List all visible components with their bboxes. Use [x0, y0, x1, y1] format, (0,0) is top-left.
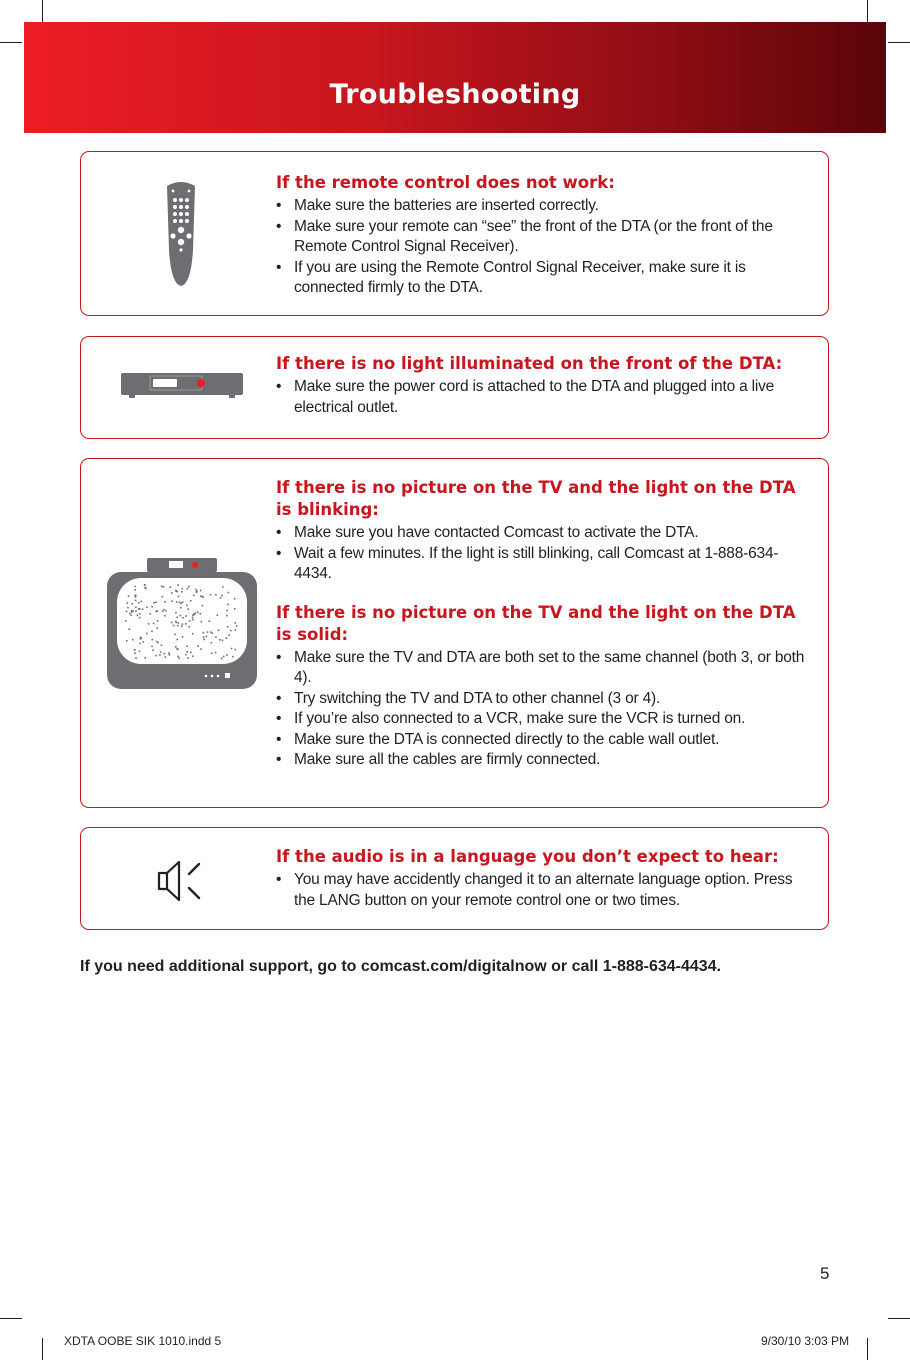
- static-dot: [200, 648, 202, 650]
- list-item: [276, 377, 808, 418]
- static-dot: [203, 639, 205, 641]
- list-item: [276, 750, 808, 771]
- static-dot: [171, 601, 173, 603]
- static-dot: [140, 637, 142, 639]
- section-remote: [80, 151, 829, 316]
- crop-mark: [888, 42, 910, 43]
- static-dot: [161, 645, 163, 647]
- static-dot: [160, 651, 162, 653]
- static-dot: [159, 654, 161, 656]
- bullet-list: [276, 196, 808, 299]
- bullet: •: [276, 258, 282, 276]
- tv-static-icon: [107, 558, 257, 695]
- static-dot: [162, 611, 164, 613]
- list-item-text: Wait a few minutes. If the light is still blinking, call Comcast at 1-888-634-4434.: [294, 544, 779, 582]
- section-heading: If there is no picture on the TV and the light on the DTA is blinking:: [276, 478, 796, 519]
- static-dot: [141, 601, 143, 603]
- static-dot: [221, 595, 223, 597]
- static-dot: [201, 621, 203, 623]
- static-dot: [132, 610, 134, 612]
- static-dot: [221, 658, 223, 660]
- static-dot: [144, 584, 146, 586]
- list-item-text: If you’re also connected to a VCR, make sure the VCR is turned on.: [294, 710, 746, 727]
- remote-control-icon: [161, 180, 201, 293]
- page-title: Troubleshooting: [329, 79, 581, 110]
- static-dot: [171, 622, 173, 624]
- crop-mark: [0, 42, 22, 43]
- static-dot: [182, 623, 184, 625]
- list-item-text: You may have accidently changed it to an alternate language option. Press the LANG button on your remote control one or two times.: [294, 871, 793, 909]
- crop-mark: [867, 1338, 868, 1360]
- bullet: •: [276, 751, 282, 768]
- section-no-light: [80, 336, 829, 439]
- static-dot: [144, 657, 146, 659]
- list-item-text: Make sure the power cord is attached to the DTA and plugged into a live electrical outlet.: [294, 378, 775, 416]
- static-dot: [226, 637, 228, 639]
- static-dot: [165, 656, 167, 658]
- static-dot: [151, 646, 153, 648]
- list-item-text: Make sure your remote can “see” the front of the DTA (or the front of the Remote Control Signal Receiver).: [294, 217, 773, 255]
- static-dot: [223, 656, 225, 658]
- static-dot: [170, 586, 172, 588]
- static-dot: [164, 601, 166, 603]
- static-dot: [157, 642, 159, 644]
- bullet: •: [276, 689, 282, 707]
- static-dot: [143, 641, 145, 643]
- section-content: [276, 846, 808, 911]
- bullet: •: [276, 544, 282, 562]
- static-dot: [197, 645, 199, 647]
- static-dot: [177, 639, 179, 641]
- list-item-text: Make sure all the cables are firmly connected.: [294, 751, 601, 768]
- static-dot: [135, 600, 137, 602]
- static-dot: [139, 651, 141, 653]
- bullet: •: [276, 378, 282, 395]
- static-dot: [164, 615, 166, 617]
- support-text: If you need additional support, go to comcast.com/digitalnow or call 1-888-634-4434.: [80, 958, 722, 975]
- static-dot: [168, 652, 170, 654]
- static-dot: [134, 589, 136, 591]
- static-dot: [134, 586, 136, 588]
- bullet: •: [276, 730, 282, 748]
- static-dot: [187, 608, 189, 610]
- list-item: [276, 523, 808, 544]
- static-dot: [139, 613, 141, 615]
- static-dot: [162, 596, 164, 598]
- static-dot: [207, 631, 209, 633]
- static-dot: [230, 630, 232, 632]
- static-dot: [187, 588, 189, 590]
- static-dot: [157, 627, 159, 629]
- list-item: [276, 870, 808, 911]
- static-dot: [209, 620, 211, 622]
- list-item: [276, 217, 808, 258]
- section-heading: If there is no light illuminated on the front of the DTA:: [276, 354, 783, 373]
- crop-mark: [888, 1318, 910, 1319]
- static-dot: [176, 601, 178, 603]
- static-dot: [190, 600, 192, 602]
- static-dot: [161, 586, 163, 588]
- static-dot: [176, 648, 178, 650]
- static-dot: [185, 615, 187, 617]
- crop-mark: [0, 1318, 22, 1319]
- static-dot: [196, 591, 198, 593]
- static-dot: [192, 619, 194, 621]
- list-item: [276, 258, 808, 299]
- static-dot: [127, 607, 129, 609]
- static-dot: [234, 622, 236, 624]
- static-dot: [185, 623, 187, 625]
- static-dot: [132, 639, 134, 641]
- slug-date: 9/30/10 3:03 PM: [761, 1334, 850, 1348]
- bullet-list: [276, 648, 808, 771]
- static-dot: [186, 646, 188, 648]
- section-content: [276, 353, 808, 418]
- static-dot: [210, 594, 212, 596]
- static-dot: [203, 636, 205, 638]
- list-item-text: If you are using the Remote Control Signal Receiver, make sure it is connected firmly to the DTA.: [294, 258, 746, 296]
- static-dot: [215, 652, 217, 654]
- bullet: •: [276, 648, 282, 666]
- static-dot: [193, 595, 195, 597]
- static-dot: [187, 651, 189, 653]
- static-dot: [226, 654, 228, 656]
- static-dot: [138, 602, 140, 604]
- static-dot: [134, 595, 136, 597]
- static-dot: [153, 602, 155, 604]
- static-dot: [128, 628, 130, 630]
- bullet: •: [276, 710, 282, 727]
- static-dot: [152, 639, 154, 641]
- static-dot: [151, 606, 153, 608]
- static-dot: [137, 615, 139, 617]
- bullet: •: [276, 524, 282, 541]
- static-dot: [218, 630, 220, 632]
- static-dot: [234, 598, 236, 600]
- static-dot: [180, 607, 182, 609]
- section-heading: If there is no picture on the TV and the light on the DTA is solid:: [276, 602, 796, 644]
- static-dot: [203, 632, 205, 634]
- static-dot: [155, 655, 157, 657]
- static-dot: [178, 622, 180, 624]
- list-item-text: Try switching the TV and DTA to other channel (3 or 4).: [294, 689, 661, 707]
- static-dot: [164, 653, 166, 655]
- crop-mark: [867, 0, 868, 22]
- static-dot: [130, 615, 132, 617]
- static-dot: [135, 607, 137, 609]
- static-dot: [192, 633, 194, 635]
- static-dot: [152, 649, 154, 651]
- crop-mark: [42, 0, 43, 22]
- static-dot: [135, 596, 137, 598]
- static-dot: [128, 595, 130, 597]
- section-heading: If the remote control does not work:: [276, 173, 615, 192]
- bullet: •: [276, 871, 282, 888]
- static-dot: [192, 655, 194, 657]
- static-dot: [155, 602, 157, 604]
- static-dot: [227, 626, 229, 628]
- static-dot: [181, 588, 183, 590]
- static-dot: [127, 602, 129, 604]
- static-dot: [126, 611, 128, 613]
- static-dot: [146, 607, 148, 609]
- static-dot: [226, 615, 228, 617]
- slug-filename: XDTA OOBE SIK 1010.indd 5: [64, 1334, 222, 1348]
- static-dot: [190, 652, 192, 654]
- static-dot: [142, 608, 144, 610]
- static-dot: [232, 656, 234, 658]
- static-dot: [150, 613, 152, 615]
- static-dot: [220, 597, 222, 599]
- static-dot: [217, 615, 219, 617]
- static-dot: [151, 631, 153, 633]
- static-dot: [195, 612, 197, 614]
- static-dot: [131, 610, 133, 612]
- section-audio-language: [80, 827, 829, 930]
- static-dot: [235, 629, 237, 631]
- dta-box-icon: [121, 371, 243, 406]
- static-dot: [163, 609, 165, 611]
- static-dot: [231, 648, 233, 650]
- static-dot: [200, 590, 202, 592]
- static-dot: [188, 626, 190, 628]
- static-dot: [211, 652, 213, 654]
- static-dot: [199, 613, 201, 615]
- static-dot: [235, 649, 237, 651]
- static-dot: [188, 586, 190, 588]
- static-dot: [180, 615, 182, 617]
- static-dot: [139, 643, 141, 645]
- list-item: [276, 730, 808, 751]
- static-dot: [157, 610, 159, 612]
- bullet-list: [276, 523, 808, 585]
- static-dot: [202, 597, 204, 599]
- static-dot: [153, 623, 155, 625]
- static-dot: [228, 592, 230, 594]
- list-item: [276, 689, 808, 710]
- list-item-text: Make sure the batteries are inserted correctly.: [294, 197, 599, 214]
- static-dot: [211, 642, 213, 644]
- static-dot: [126, 640, 128, 642]
- static-dot: [226, 610, 228, 612]
- bullet: •: [276, 197, 282, 214]
- static-dot: [178, 657, 180, 659]
- static-dot: [157, 620, 159, 622]
- static-dot: [175, 646, 177, 648]
- static-dot: [129, 613, 131, 615]
- static-dot: [156, 641, 158, 643]
- static-dot: [182, 601, 184, 603]
- static-dot: [227, 604, 229, 606]
- static-dot: [135, 657, 137, 659]
- static-dot: [234, 608, 236, 610]
- static-dot: [222, 640, 224, 642]
- static-dot: [222, 586, 224, 588]
- static-dot: [236, 625, 238, 627]
- static-dot: [177, 625, 179, 627]
- static-dot: [173, 625, 175, 627]
- static-dot: [187, 657, 189, 659]
- static-dot: [215, 636, 217, 638]
- static-dot: [219, 639, 221, 641]
- list-item: [276, 196, 808, 217]
- static-dot: [134, 653, 136, 655]
- static-dot: [146, 633, 148, 635]
- static-dot: [197, 611, 199, 613]
- static-dot: [169, 654, 171, 656]
- static-dot: [135, 610, 137, 612]
- static-dot: [210, 631, 212, 633]
- static-dot: [195, 589, 197, 591]
- static-dot: [206, 636, 208, 638]
- static-dot: [134, 649, 136, 651]
- static-dot: [228, 634, 230, 636]
- static-dot: [182, 617, 184, 619]
- static-dot: [176, 617, 178, 619]
- static-dot: [177, 656, 179, 658]
- bullet-list: [276, 870, 808, 911]
- section-content: [276, 477, 808, 771]
- static-dot: [171, 592, 173, 594]
- static-dot: [148, 623, 150, 625]
- static-dot: [200, 595, 202, 597]
- speaker-icon: [155, 858, 207, 909]
- static-dot: [132, 603, 134, 605]
- static-dot: [180, 603, 182, 605]
- static-dot: [138, 608, 140, 610]
- static-dot: [163, 586, 165, 588]
- static-dot: [178, 596, 180, 598]
- static-dot: [144, 587, 146, 589]
- static-dot: [181, 626, 183, 628]
- page-number: 5: [820, 1264, 830, 1283]
- crop-mark: [42, 1338, 43, 1360]
- bullet-list: [276, 377, 808, 418]
- section-content: [276, 172, 808, 299]
- bullet: •: [276, 217, 282, 235]
- static-dot: [185, 654, 187, 656]
- static-dot: [186, 605, 188, 607]
- static-dot: [175, 621, 177, 623]
- static-dot: [202, 605, 204, 607]
- static-dot: [215, 594, 217, 596]
- static-dot: [189, 620, 191, 622]
- static-dot: [177, 584, 179, 586]
- static-dot: [175, 590, 177, 592]
- section-heading: If the audio is in a language you don’t expect to hear:: [276, 847, 779, 866]
- list-item: [276, 544, 808, 585]
- static-dot: [181, 591, 183, 593]
- static-dot: [125, 620, 127, 622]
- static-dot: [165, 610, 167, 612]
- static-dot: [179, 602, 181, 604]
- static-dot: [139, 617, 141, 619]
- static-dot: [182, 636, 184, 638]
- list-item-text: Make sure the DTA is connected directly to the cable wall outlet.: [294, 730, 720, 748]
- list-item-text: Make sure you have contacted Comcast to activate the DTA.: [294, 524, 699, 541]
- list-item-text: Make sure the TV and DTA are both set to the same channel (both 3, or both 4).: [294, 648, 805, 686]
- list-item: [276, 648, 808, 689]
- list-item: [276, 709, 808, 730]
- section-no-picture: [80, 458, 829, 808]
- static-dot: [174, 634, 176, 636]
- static-dot: [192, 617, 194, 619]
- page-header: [24, 22, 886, 133]
- static-dot: [175, 612, 177, 614]
